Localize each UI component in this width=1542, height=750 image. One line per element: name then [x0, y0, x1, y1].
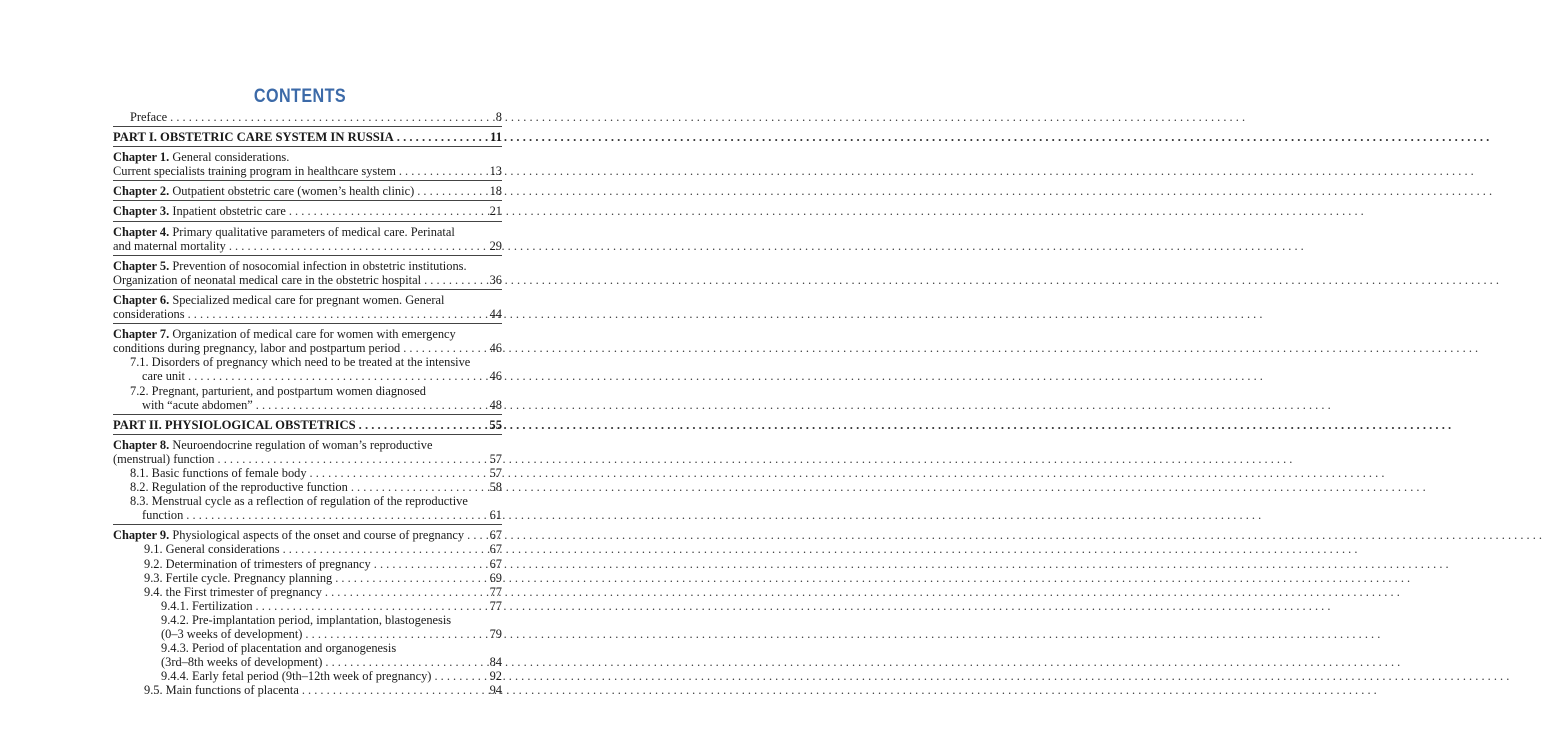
toc-entry-chapter-9[interactable]: [113, 528, 502, 542]
divider: [113, 414, 502, 415]
toc-entry-section-7-1[interactable]: [113, 355, 502, 383]
entry-title-cont: conditions during pregnancy, labor and postpartum period: [113, 341, 401, 356]
entry-title-cont: (3rd–8th weeks of development): [161, 655, 323, 670]
toc-entry-section-9-4-4[interactable]: [113, 669, 502, 683]
divider: [113, 146, 502, 147]
page-number: 44: [489, 307, 502, 322]
entry-title: 8.1. Basic functions of female body: [130, 465, 307, 480]
toc-entry-section-9-4-1[interactable]: [113, 599, 502, 613]
page-number: 92: [489, 669, 502, 684]
toc-entry-chapter-7[interactable]: [113, 327, 502, 355]
page-number: 67: [489, 542, 502, 557]
chapter-label: Chapter 8.: [113, 437, 170, 452]
toc-entry-preface[interactable]: [113, 110, 502, 124]
entry-title: 8.2. Regulation of the reproductive function: [130, 480, 348, 495]
entry-title: 9.2. Determination of trimesters of pregnancy: [144, 556, 371, 571]
entry-title: 7.1. Disorders of pregnancy which need to be treated at the intensive: [130, 355, 471, 370]
page-number: 79: [489, 627, 502, 641]
toc-entry-part-2[interactable]: [113, 418, 502, 432]
entry-title: 9.4.4. Early fetal period (9th–12th week of pregnancy): [161, 669, 432, 684]
page-number: 67: [489, 556, 502, 571]
entry-title: Organization of medical care for women with emergency: [172, 327, 456, 342]
page-number: 48: [489, 397, 502, 412]
toc-entry-section-8-1[interactable]: [113, 466, 502, 480]
chapter-label: Chapter 4.: [113, 224, 170, 239]
entry-title-cont: function: [142, 508, 184, 523]
toc-entry-section-9-5[interactable]: [113, 683, 502, 697]
entry-title: Prevention of nosocomial infection in obstetric institutions.: [172, 258, 467, 273]
chapter-label: Chapter 3.: [113, 204, 170, 219]
divider: [113, 221, 502, 222]
toc-entry-section-9-1[interactable]: [113, 542, 502, 556]
toc-entry-chapter-3[interactable]: [113, 204, 502, 218]
toc-entry-section-9-2[interactable]: [113, 557, 502, 571]
entry-title: PART II. PHYSIOLOGICAL OBSTETRICS: [113, 417, 356, 432]
toc-entry-part-1[interactable]: [113, 130, 502, 144]
page-number: 8: [495, 110, 502, 124]
entry-title: Preface: [130, 110, 168, 124]
page-number: 21: [489, 204, 502, 219]
page-number: 94: [489, 683, 502, 698]
entry-title: General considerations.: [172, 150, 290, 165]
page-number: 61: [489, 508, 502, 523]
entry-title: Physiological aspects of the onset and course of pregnancy: [172, 528, 465, 543]
toc-entry-section-8-3[interactable]: [113, 494, 502, 522]
page-number: 57: [489, 465, 502, 480]
toc-entry-section-8-2[interactable]: [113, 480, 502, 494]
divider: [113, 255, 502, 256]
toc-entry-chapter-8[interactable]: [113, 438, 502, 466]
chapter-label: Chapter 6.: [113, 292, 170, 307]
page-number: 69: [489, 570, 502, 585]
entry-title: PART I. OBSTETRIC CARE SYSTEM IN RUSSIA: [113, 130, 394, 145]
entry-title-cont: with “acute abdomen”: [142, 397, 253, 412]
page-title: CONTENTS: [253, 86, 347, 107]
divider: [113, 434, 502, 435]
toc-entry-section-9-4[interactable]: [113, 585, 502, 599]
page-number: 84: [489, 655, 502, 670]
page-number: 55: [489, 417, 502, 432]
page-number: 18: [489, 184, 502, 199]
entry-title: Specialized medical care for pregnant women. General: [172, 292, 445, 307]
toc-entry-section-9-3[interactable]: [113, 571, 502, 585]
page-number: 11: [490, 130, 502, 145]
entry-title-cont: (menstrual) function: [113, 451, 215, 466]
page-number: 58: [489, 480, 502, 495]
toc-entry-chapter-4[interactable]: [113, 225, 502, 253]
chapter-label: Chapter 1.: [113, 150, 170, 165]
toc-entry-chapter-6[interactable]: [113, 293, 502, 321]
page-number: 67: [489, 528, 502, 543]
toc-entry-chapter-2[interactable]: [113, 184, 502, 198]
chapter-label: Chapter 7.: [113, 327, 170, 342]
entry-title: 9.4.1. Fertilization: [161, 598, 253, 613]
divider: [113, 289, 502, 290]
entry-title: 9.4. the First trimester of pregnancy: [144, 584, 322, 599]
page-number: 36: [489, 272, 502, 287]
entry-title: 9.5. Main functions of placenta: [144, 683, 299, 698]
toc-entry-chapter-5[interactable]: [113, 259, 502, 287]
page-number: 57: [489, 451, 502, 466]
divider: [113, 524, 502, 525]
entry-title-cont: and maternal mortality: [113, 238, 226, 253]
chapter-label: Chapter 9.: [113, 528, 170, 543]
entry-title-cont: Current specialists training program in healthcare system: [113, 164, 396, 179]
entry-title: Primary qualitative parameters of medical care. Perinatal: [172, 224, 455, 239]
toc-page: [0, 0, 600, 750]
entry-title: 7.2. Pregnant, parturient, and postpartum women diagnosed: [130, 383, 426, 398]
page-number: 46: [489, 369, 502, 384]
entry-title: 9.4.2. Pre-implantation period, implantation, blastogenesis: [161, 612, 452, 627]
divider: [113, 180, 502, 181]
page-number: 77: [489, 598, 502, 613]
toc-entry-section-7-2[interactable]: [113, 384, 502, 412]
entry-title: Outpatient obstetric care (women’s health clinic): [172, 184, 415, 199]
page-number: 29: [489, 238, 502, 253]
page-number: 46: [489, 341, 502, 356]
entry-title: Neuroendocrine regulation of woman’s reproductive: [172, 437, 433, 452]
chapter-label: Chapter 2.: [113, 184, 170, 199]
entry-title: Inpatient obstetric care: [172, 204, 286, 219]
divider: [113, 200, 502, 201]
entry-title: 9.4.3. Period of placentation and organogenesis: [161, 641, 397, 656]
entry-title-cont: care unit: [142, 369, 185, 384]
divider: [113, 126, 502, 127]
chapter-label: Chapter 5.: [113, 258, 170, 273]
entry-title-cont: (0–3 weeks of development): [161, 627, 303, 641]
entry-title: 9.3. Fertile cycle. Pregnancy planning: [144, 570, 333, 585]
toc-entry-chapter-1[interactable]: [113, 150, 502, 178]
table-of-contents: [113, 110, 502, 697]
entry-title-cont: Organization of neonatal medical care in the obstetric hospital: [113, 272, 422, 287]
entry-title: 8.3. Menstrual cycle as a reflection of regulation of the reproductive: [130, 494, 468, 509]
toc-entry-section-9-4-2[interactable]: [113, 613, 502, 641]
divider: [113, 323, 502, 324]
page-number: 13: [489, 164, 502, 179]
entry-title: 9.1. General considerations: [144, 542, 280, 557]
entry-title-cont: considerations: [113, 307, 185, 322]
page-number: 77: [489, 584, 502, 599]
toc-entry-section-9-4-3[interactable]: [113, 641, 502, 669]
